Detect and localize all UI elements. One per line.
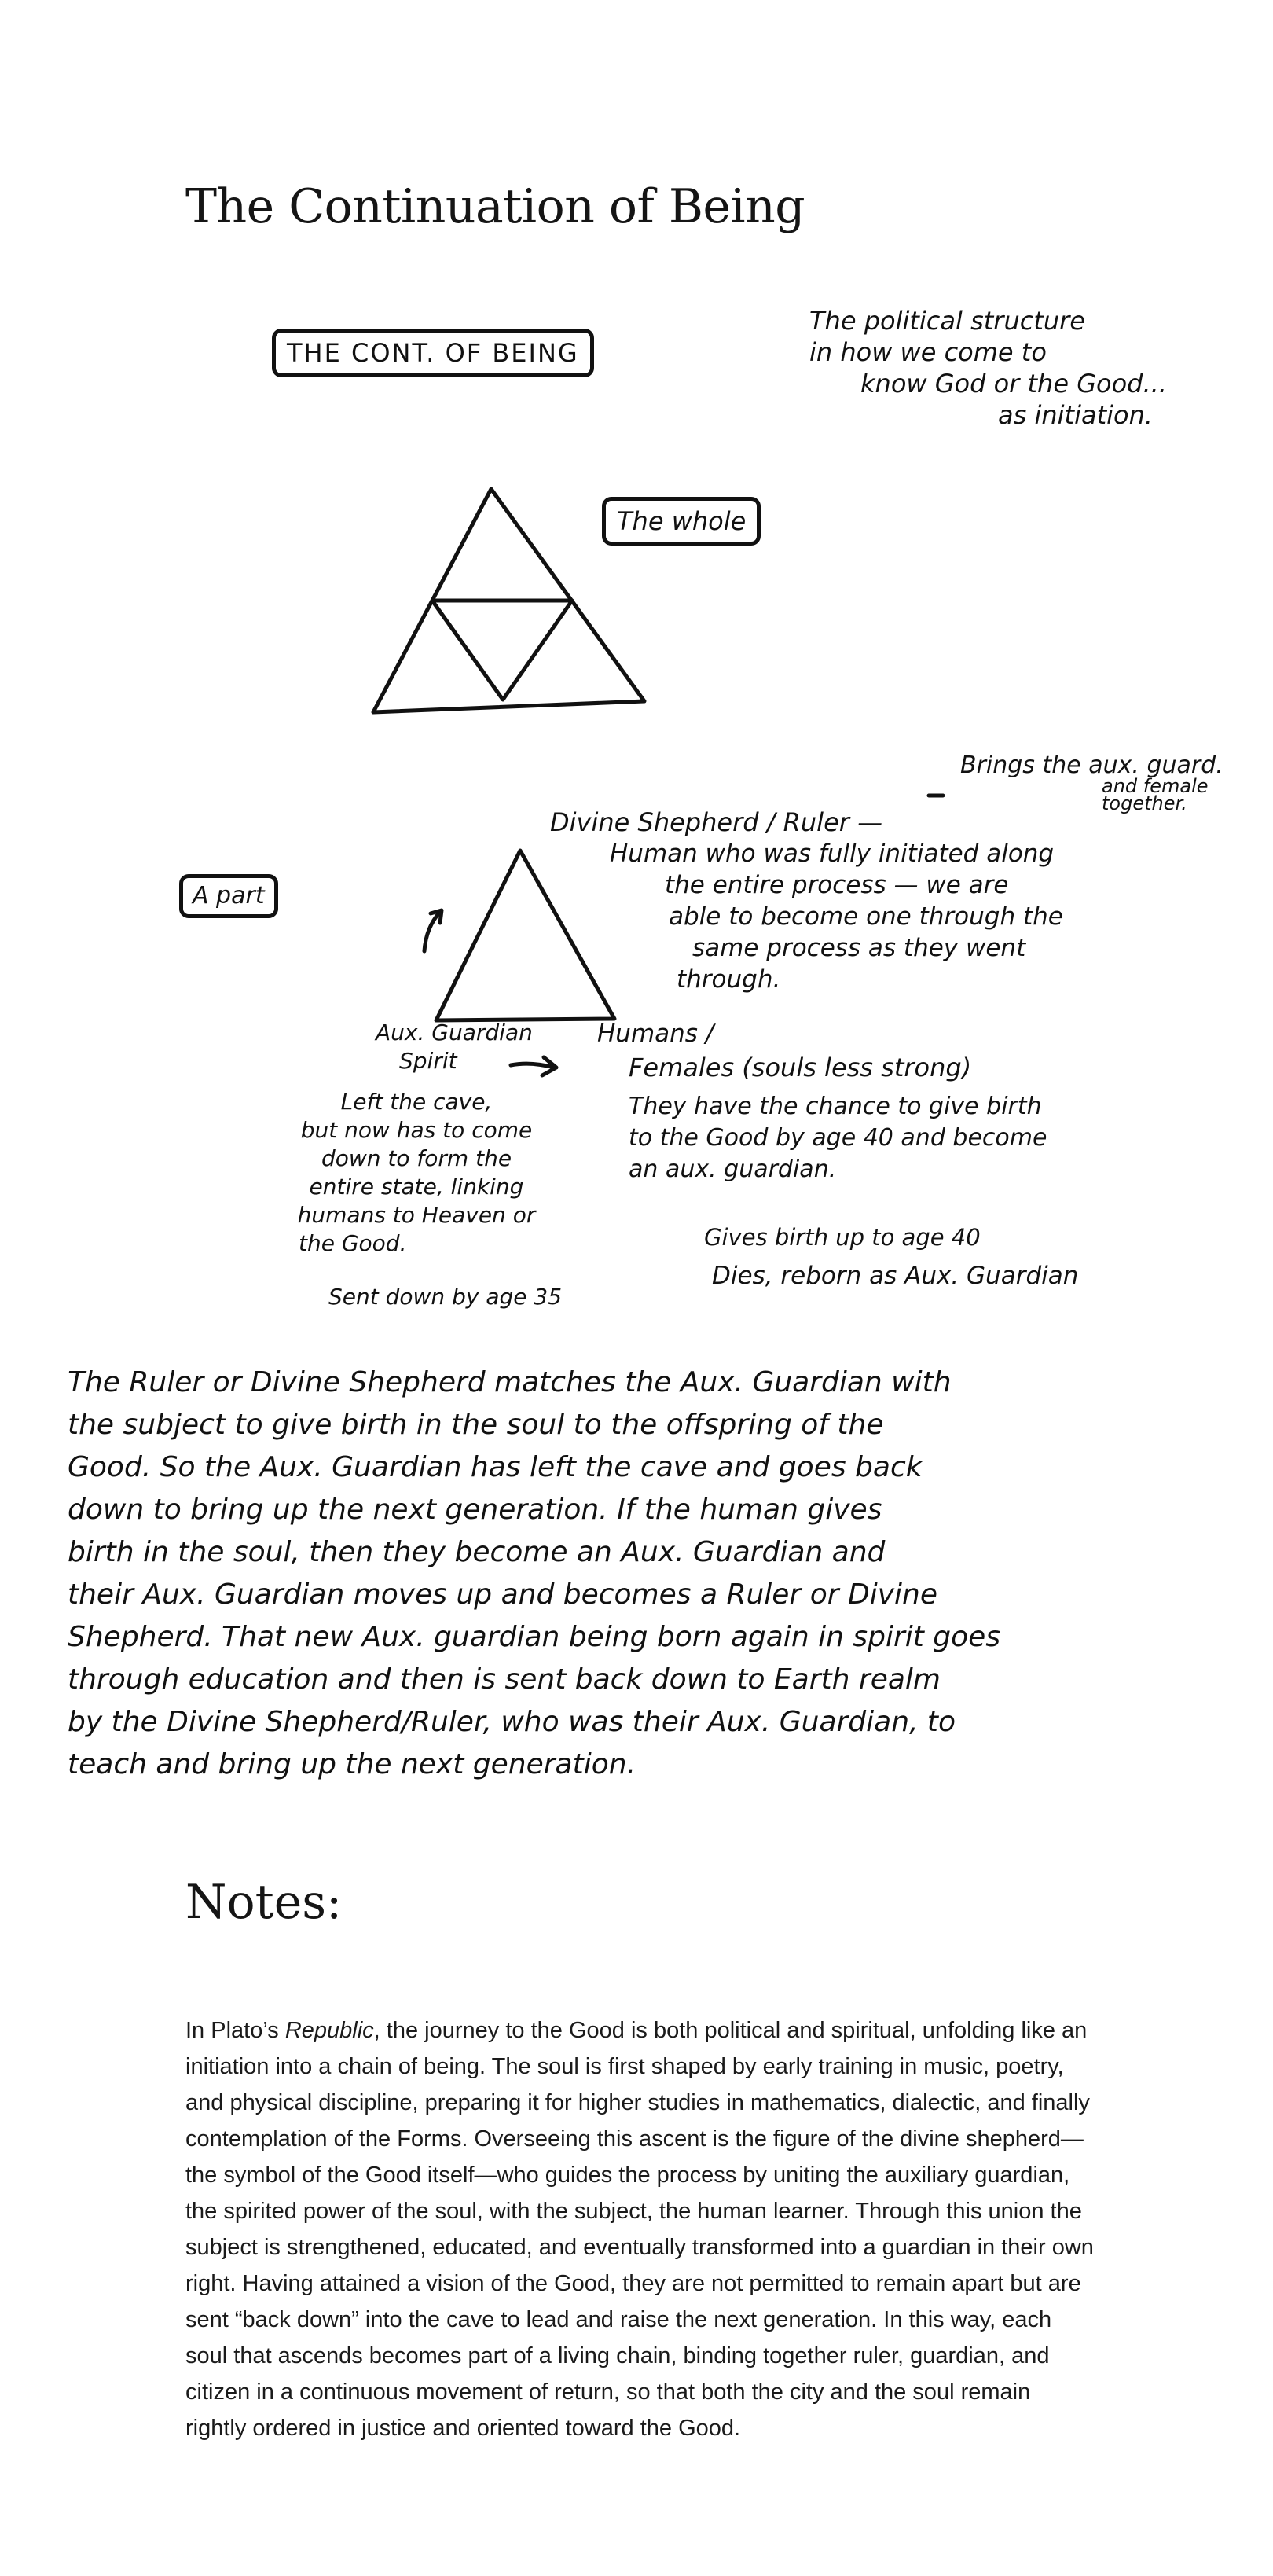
notes-body — [185, 2012, 1097, 2446]
top-note — [809, 305, 1167, 431]
paragraph-line: Shepherd. That new Aux. guardian being born again in spirit goes — [68, 1621, 1001, 1653]
brings-note-line: Brings the aux. guard. — [960, 751, 1223, 779]
top-note-line: as initiation. — [998, 400, 1154, 430]
aux-desc-line: but now has to come — [300, 1117, 533, 1143]
notes-body-text: , the journey to the Good is both political and spiritual, unfolding like an initiation into a chain of being. The soul is first shaped by early training in music, poetry, and physical discipline, preparing it for higher studies in mathematics, dialectic, and finally contemplation of the Forms. Overseeing this ascent is the figure of the divine shepherd—the symbol of the Good itself—who guides the process by uniting the auxiliary guardian, the spirited power of the soul, with the subject, the human learner. Through this union the subject is strengthened, educated, and eventually transformed into a guardian in their own right. Having attained a vision of the Good, they are not permitted to remain apart but are sent “back down” into the cave to lead and raise the next generation. In this way, each soul that ascends becomes part of a living chain, binding together ruler, guardian, and citizen in a continuous movement of return, so that both the city and the soul remain rightly ordered in justice and oriented toward the Good. — [185, 2018, 1094, 2441]
shepherd-label: Divine Shepherd / Ruler — — [550, 807, 883, 837]
shepherd-desc — [610, 838, 1063, 995]
females-label: Females (souls less strong) — [629, 1053, 972, 1082]
paragraph-line: the subject to give birth in the soul to the offspring of the — [68, 1409, 884, 1441]
aux-desc-line: the Good. — [299, 1230, 407, 1256]
brings-note-line: together. — [1102, 792, 1187, 814]
aux-label-line: Aux. Guardian — [376, 1020, 533, 1045]
females-desc-line: an aux. guardian. — [629, 1156, 837, 1183]
females-desc-line: They have the chance to give birth — [629, 1093, 1042, 1120]
part-label: A part — [179, 874, 278, 918]
shepherd-desc-line: through. — [677, 965, 781, 994]
sent-down-note: Sent down by age 35 — [328, 1284, 563, 1310]
aux-label — [376, 1019, 533, 1075]
paragraph-line: by the Divine Shepherd/Ruler, who was their Aux. Guardian, to — [68, 1706, 956, 1738]
gives-birth-note: Gives birth up to age 40 — [704, 1224, 981, 1251]
aux-desc-line: down to form the — [321, 1145, 512, 1171]
aux-desc-line: Left the cave, — [340, 1089, 493, 1115]
females-desc — [629, 1091, 1047, 1185]
paragraph-line: teach and bring up the next generation. — [68, 1748, 636, 1780]
shepherd-desc-line: Human who was fully initiated along — [610, 840, 1055, 868]
aux-desc — [236, 1088, 597, 1258]
shepherd-desc-line: able to become one through the — [669, 902, 1063, 931]
notes-body-text: In Plato’s — [185, 2018, 285, 2043]
top-note-line: know God or the Good... — [860, 369, 1167, 399]
top-note-line: The political structure — [809, 306, 1085, 336]
shepherd-desc-line: the entire process — we are — [665, 871, 1009, 899]
paragraph-line: down to bring up the next generation. If the human gives — [68, 1494, 882, 1526]
paragraph-line: their Aux. Guardian moves up and becomes a Ruler or Divine — [68, 1578, 937, 1611]
notes-heading: Notes: — [185, 1875, 343, 1930]
paragraph-line: birth in the soul, then they become an Aux. Guardian and — [68, 1536, 886, 1568]
inner-triangle — [432, 601, 572, 700]
females-desc-line: to the Good by age 40 and become — [629, 1124, 1047, 1152]
notes-body-italic: Republic — [284, 2018, 374, 2043]
dies-reborn-note: Dies, reborn as Aux. Guardian — [712, 1262, 1079, 1290]
aux-label-line: Spirit — [399, 1048, 457, 1074]
handwritten-paragraph — [68, 1361, 1000, 1786]
paragraph-line: The Ruler or Divine Shepherd matches the Aux. Guardian with — [68, 1366, 952, 1398]
part-triangle — [436, 851, 614, 1020]
shepherd-desc-line: same process as they went — [692, 934, 1026, 962]
box-title: THE CONT. OF BEING — [272, 329, 594, 377]
brings-note — [960, 751, 1223, 815]
paragraph-line: through education and then is sent back down to Earth realm — [68, 1663, 941, 1696]
paragraph-line: Good. So the Aux. Guardian has left the cave and goes back — [68, 1451, 923, 1483]
whole-label: The whole — [602, 497, 761, 546]
aux-desc-line: humans to Heaven or — [297, 1202, 536, 1228]
top-note-line: in how we come to — [809, 337, 1047, 367]
page-title: The Continuation of Being — [185, 179, 805, 234]
aux-desc-line: entire state, linking — [309, 1174, 524, 1200]
arrow-icon — [424, 912, 440, 951]
humans-label: Humans / — [597, 1020, 714, 1048]
brings-note-line: and female — [1102, 774, 1209, 797]
